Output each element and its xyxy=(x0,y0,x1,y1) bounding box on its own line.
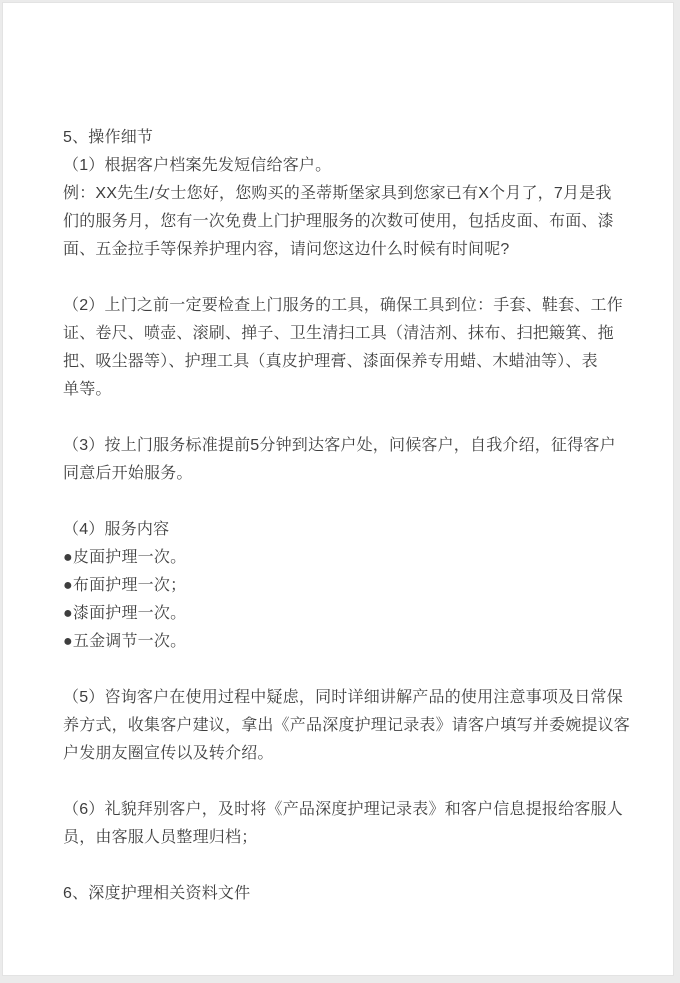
section-6-heading xyxy=(63,880,617,908)
item-6 xyxy=(63,796,623,852)
section-5-heading xyxy=(63,124,617,152)
item-3-line: 同意后开始服务。 xyxy=(63,465,193,482)
item-4-bullet-list-line: ●布面护理一次； xyxy=(63,577,187,594)
item-5-line: （5）咨询客户在使用过程中疑虑，同时详细讲解产品的使用注意事项及日常保 xyxy=(63,689,623,706)
item-5 xyxy=(63,684,631,768)
item-1-example-line: 例：XX先生/女士您好，您购买的圣蒂斯堡家具到您家已有X个月了，7月是我 xyxy=(63,185,612,202)
item-1-example-line: 面、五金拉手等保养护理内容，请问您这边什么时候有时间呢? xyxy=(63,241,510,258)
item-1 xyxy=(63,152,617,180)
item-2-line: 单等。 xyxy=(63,381,112,398)
item-5-line: 户发朋友圈宣传以及转介绍。 xyxy=(63,745,274,762)
item-3 xyxy=(63,432,617,488)
item-4 xyxy=(63,516,617,544)
item-6-line: 员，由客服人员整理归档； xyxy=(63,829,258,846)
item-6-line: （6）礼貌拜别客户，及时将《产品深度护理记录表》和客户信息提报给客服人 xyxy=(63,801,623,818)
item-2 xyxy=(63,292,623,404)
item-4-line: （4）服务内容 xyxy=(63,521,170,538)
page xyxy=(2,2,674,976)
item-2-line: 把、吸尘器等）、护理工具（真皮护理膏、漆面保养专用蜡、木蜡油等）、表 xyxy=(63,353,598,370)
item-3-line: （3）按上门服务标准提前5分钟到达客户处，问候客户，自我介绍，征得客户 xyxy=(63,437,616,454)
item-4-bullet-list-line: ●五金调节一次。 xyxy=(63,633,187,650)
item-1-line: （1）根据客户档案先发短信给客户。 xyxy=(63,157,332,174)
section-6-heading-line: 6、深度护理相关资料文件 xyxy=(63,885,251,902)
item-4-bullet-list xyxy=(63,544,617,656)
item-1-example-line: 们的服务月，您有一次免费上门护理服务的次数可使用，包括皮面、布面、漆 xyxy=(63,213,614,230)
document-content xyxy=(3,3,673,908)
item-1-example xyxy=(63,180,617,264)
item-4-bullet-list-line: ●皮面护理一次。 xyxy=(63,549,187,566)
item-2-line: （2）上门之前一定要检查上门服务的工具，确保工具到位：手套、鞋套、工作 xyxy=(63,297,623,314)
item-5-line: 养方式，收集客户建议，拿出《产品深度护理记录表》请客户填写并委婉提议客 xyxy=(63,717,631,734)
item-2-line: 证、卷尺、喷壶、滚刷、掸子、卫生清扫工具（清洁剂、抹布、扫把簸箕、拖 xyxy=(63,325,614,342)
item-4-bullet-list-line: ●漆面护理一次。 xyxy=(63,605,187,622)
section-5-heading-line: 5、操作细节 xyxy=(63,129,154,146)
